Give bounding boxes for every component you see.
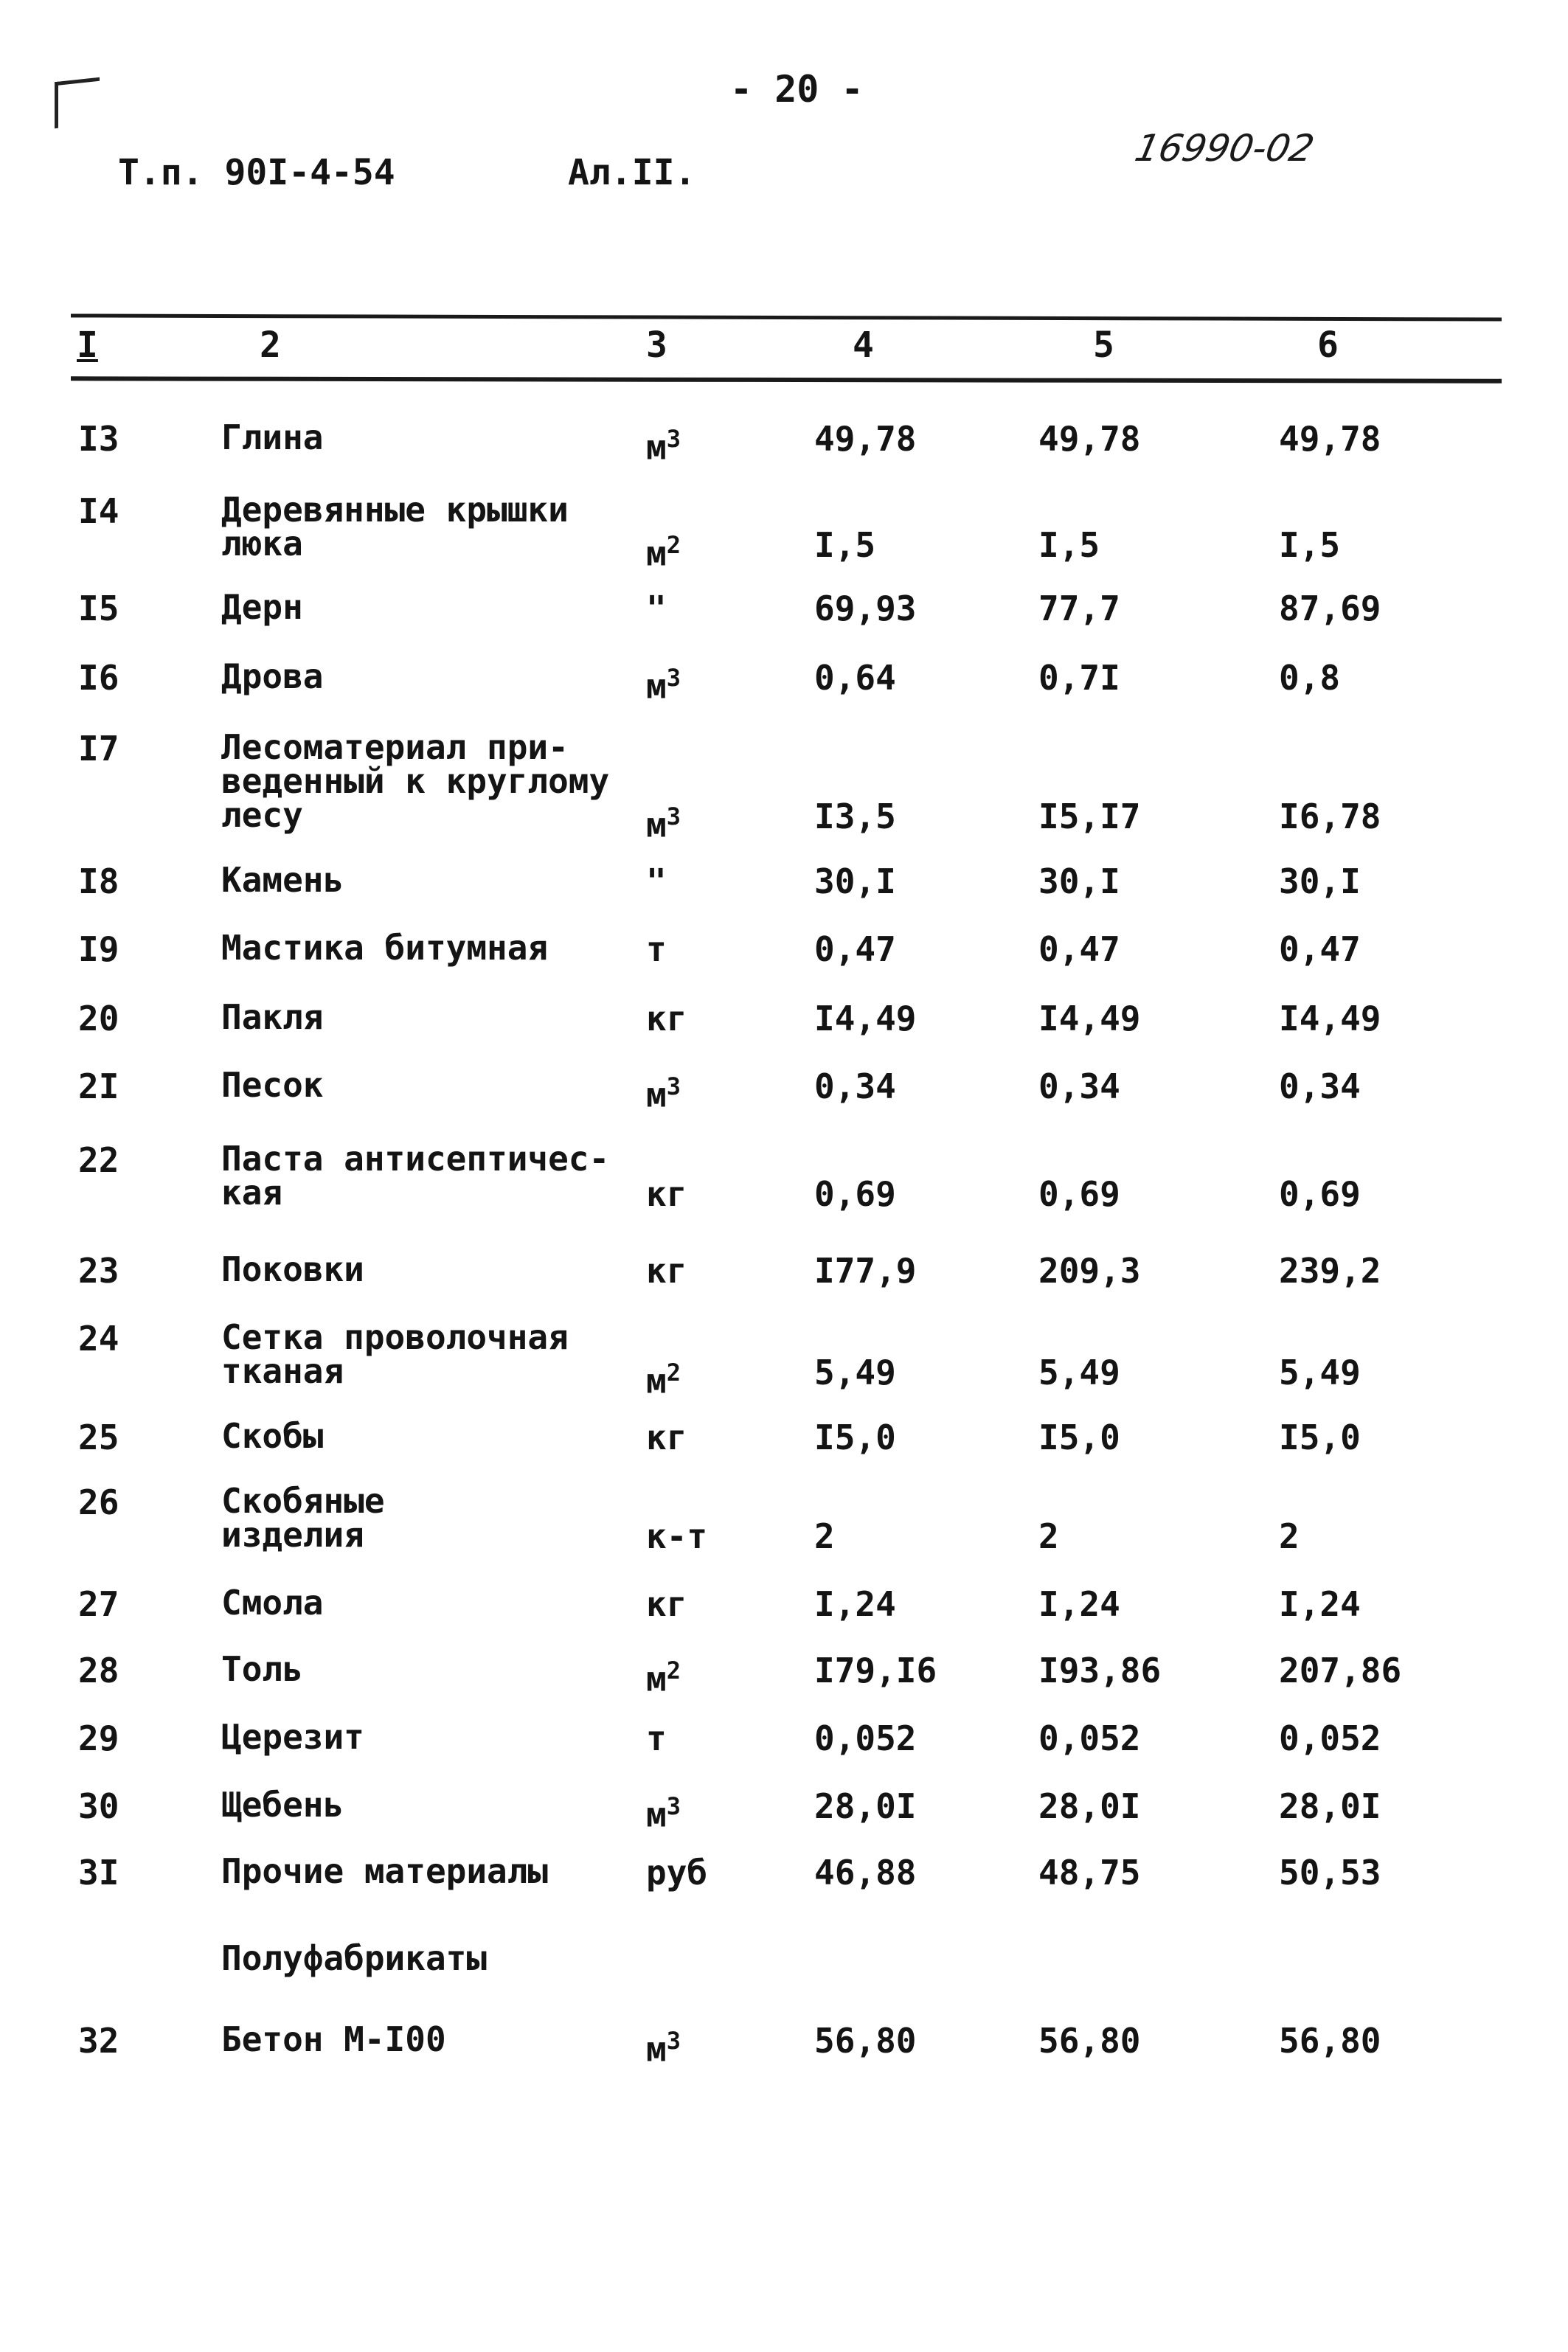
value-col-4: 49,78	[814, 419, 917, 459]
unit-cell: т	[646, 929, 667, 969]
row-number: 30	[78, 1786, 119, 1826]
value-col-6: 239,2	[1279, 1251, 1381, 1291]
column-header-2: 2	[260, 325, 281, 366]
unit-cell: кг	[646, 1418, 687, 1457]
row-number: I5	[78, 589, 119, 628]
unit-cell: т	[646, 1718, 667, 1758]
value-col-4: 0,34	[814, 1066, 896, 1106]
value-col-4: I77,9	[814, 1251, 917, 1291]
value-col-4: 30,I	[814, 861, 896, 901]
section-title: Полуфабрикаты	[221, 1938, 488, 1978]
value-col-6: I,24	[1279, 1584, 1361, 1624]
material-name: Дерн	[221, 587, 303, 627]
unit-cell: $м^3$	[646, 802, 681, 845]
row-number: I4	[78, 491, 119, 531]
value-col-6: 50,53	[1279, 1853, 1381, 1893]
material-name: Смола	[221, 1583, 324, 1623]
value-col-4: I,24	[814, 1584, 896, 1624]
unit-cell: $м^2$	[646, 1359, 681, 1401]
value-col-6: I,5	[1279, 525, 1341, 565]
column-header-3: 3	[646, 325, 667, 366]
value-col-5: I93,86	[1038, 1651, 1162, 1690]
unit-cell: $м^3$	[646, 425, 681, 468]
row-number: 32	[78, 2021, 119, 2061]
value-col-5: 0,7I	[1038, 658, 1120, 698]
value-col-5: 2	[1038, 1516, 1059, 1556]
row-number: I9	[78, 929, 119, 969]
row-number: I8	[78, 861, 119, 901]
value-col-6: 30,I	[1279, 861, 1361, 901]
value-col-5: 0,69	[1038, 1174, 1120, 1214]
value-col-6: I5,0	[1279, 1418, 1361, 1457]
handwritten-number: 16990-02	[1131, 127, 1318, 170]
row-number: 23	[78, 1251, 119, 1291]
value-col-4: I5,0	[814, 1418, 896, 1457]
value-col-4: 0,64	[814, 658, 896, 698]
value-col-6: 0,47	[1279, 929, 1361, 969]
material-name: Пакля	[221, 997, 324, 1037]
value-col-5: 209,3	[1038, 1251, 1141, 1291]
document-code: Т.п. 90I-4-54	[118, 152, 395, 193]
row-number: I7	[78, 729, 119, 769]
value-col-6: 87,69	[1279, 589, 1381, 628]
unit-cell: кг	[646, 1584, 687, 1624]
value-col-5: 48,75	[1038, 1853, 1141, 1893]
value-col-5: 0,34	[1038, 1066, 1120, 1106]
unit-cell: кг	[646, 1251, 687, 1291]
unit-cell: "	[646, 589, 667, 628]
value-col-6: 0,69	[1279, 1174, 1361, 1214]
value-col-5: 28,0I	[1038, 1786, 1141, 1826]
value-col-4: 0,47	[814, 929, 896, 969]
value-col-6: 56,80	[1279, 2021, 1381, 2061]
value-col-5: 30,I	[1038, 861, 1120, 901]
unit-cell: руб	[646, 1853, 708, 1893]
column-header-1: I	[77, 325, 98, 366]
value-col-4: I79,I6	[814, 1651, 937, 1690]
column-header-6: 6	[1317, 325, 1339, 366]
unit-cell: $м^2$	[646, 1657, 681, 1699]
value-col-4: 5,49	[814, 1353, 896, 1392]
value-col-4: I,5	[814, 525, 876, 565]
value-col-4: 69,93	[814, 589, 917, 628]
value-col-4: 0,69	[814, 1174, 896, 1214]
value-col-5: I5,I7	[1038, 797, 1141, 836]
material-name: Скобяные изделия	[221, 1481, 385, 1555]
row-number: I3	[78, 419, 119, 459]
row-number: 28	[78, 1651, 119, 1690]
material-name: Глина	[221, 417, 324, 457]
value-col-6: 207,86	[1279, 1651, 1402, 1690]
row-number: 22	[78, 1140, 119, 1180]
material-name: Деревянные крышки люка	[221, 490, 569, 563]
value-col-4: 56,80	[814, 2021, 917, 2061]
value-col-5: 56,80	[1038, 2021, 1141, 2061]
value-col-4: 46,88	[814, 1853, 917, 1893]
material-name: Прочие материалы	[221, 1851, 549, 1891]
page-number: - 20 -	[730, 68, 864, 111]
value-col-5: I,24	[1038, 1584, 1120, 1624]
material-name: Бетон М-I00	[221, 2019, 446, 2059]
value-col-6: 5,49	[1279, 1353, 1361, 1392]
album-label: Ал.II.	[568, 152, 696, 193]
value-col-6: 0,34	[1279, 1066, 1361, 1106]
unit-cell: $м^3$	[646, 664, 681, 707]
unit-cell: кг	[646, 1174, 687, 1214]
value-col-6: I6,78	[1279, 797, 1381, 836]
row-number: 20	[78, 999, 119, 1038]
row-number: 3I	[78, 1853, 119, 1893]
value-col-4: 28,0I	[814, 1786, 917, 1826]
material-name: Песок	[221, 1065, 324, 1105]
column-header-4: 4	[853, 325, 874, 366]
value-col-4: 2	[814, 1516, 835, 1556]
row-number: 26	[78, 1482, 119, 1522]
row-number: 29	[78, 1718, 119, 1758]
value-col-6: I4,49	[1279, 999, 1381, 1038]
value-col-4: I4,49	[814, 999, 917, 1038]
material-name: Паста антисептичес- кая	[221, 1139, 610, 1213]
value-col-6: 2	[1279, 1516, 1300, 1556]
column-header-5: 5	[1093, 325, 1114, 366]
value-col-6: 0,8	[1279, 658, 1341, 698]
value-col-6: 49,78	[1279, 419, 1381, 459]
material-name: Мастика битумная	[221, 928, 549, 968]
material-name: Поковки	[221, 1249, 364, 1289]
material-name: Церезит	[221, 1717, 364, 1757]
unit-cell: "	[646, 861, 667, 901]
row-number: 25	[78, 1418, 119, 1457]
material-name: Сетка проволочная тканая	[221, 1317, 569, 1391]
material-name: Щебень	[221, 1785, 344, 1825]
material-name: Камень	[221, 860, 344, 900]
unit-cell: $м^2$	[646, 531, 681, 574]
value-col-5: 77,7	[1038, 589, 1120, 628]
value-col-5: 5,49	[1038, 1353, 1120, 1392]
value-col-4: I3,5	[814, 797, 896, 836]
unit-cell: $м^3$	[646, 1792, 681, 1835]
row-number: 2I	[78, 1066, 119, 1106]
value-col-6: 28,0I	[1279, 1786, 1381, 1826]
material-name: Скобы	[221, 1416, 324, 1456]
material-name: Лесоматериал при- веденный к круглому лесу	[221, 727, 610, 835]
value-col-5: I5,0	[1038, 1418, 1120, 1457]
unit-cell: $м^3$	[646, 2027, 681, 2070]
value-col-4: 0,052	[814, 1718, 917, 1758]
material-name: Толь	[221, 1649, 303, 1689]
row-number: 24	[78, 1319, 119, 1359]
value-col-5: 0,052	[1038, 1718, 1141, 1758]
value-col-6: 0,052	[1279, 1718, 1381, 1758]
unit-cell: к-т	[646, 1516, 708, 1556]
value-col-5: I4,49	[1038, 999, 1141, 1038]
value-col-5: I,5	[1038, 525, 1100, 565]
unit-cell: $м^3$	[646, 1072, 681, 1115]
row-number: 27	[78, 1584, 119, 1624]
material-name: Дрова	[221, 656, 324, 696]
value-col-5: 0,47	[1038, 929, 1120, 969]
unit-cell: кг	[646, 999, 687, 1038]
value-col-5: 49,78	[1038, 419, 1141, 459]
row-number: I6	[78, 658, 119, 698]
